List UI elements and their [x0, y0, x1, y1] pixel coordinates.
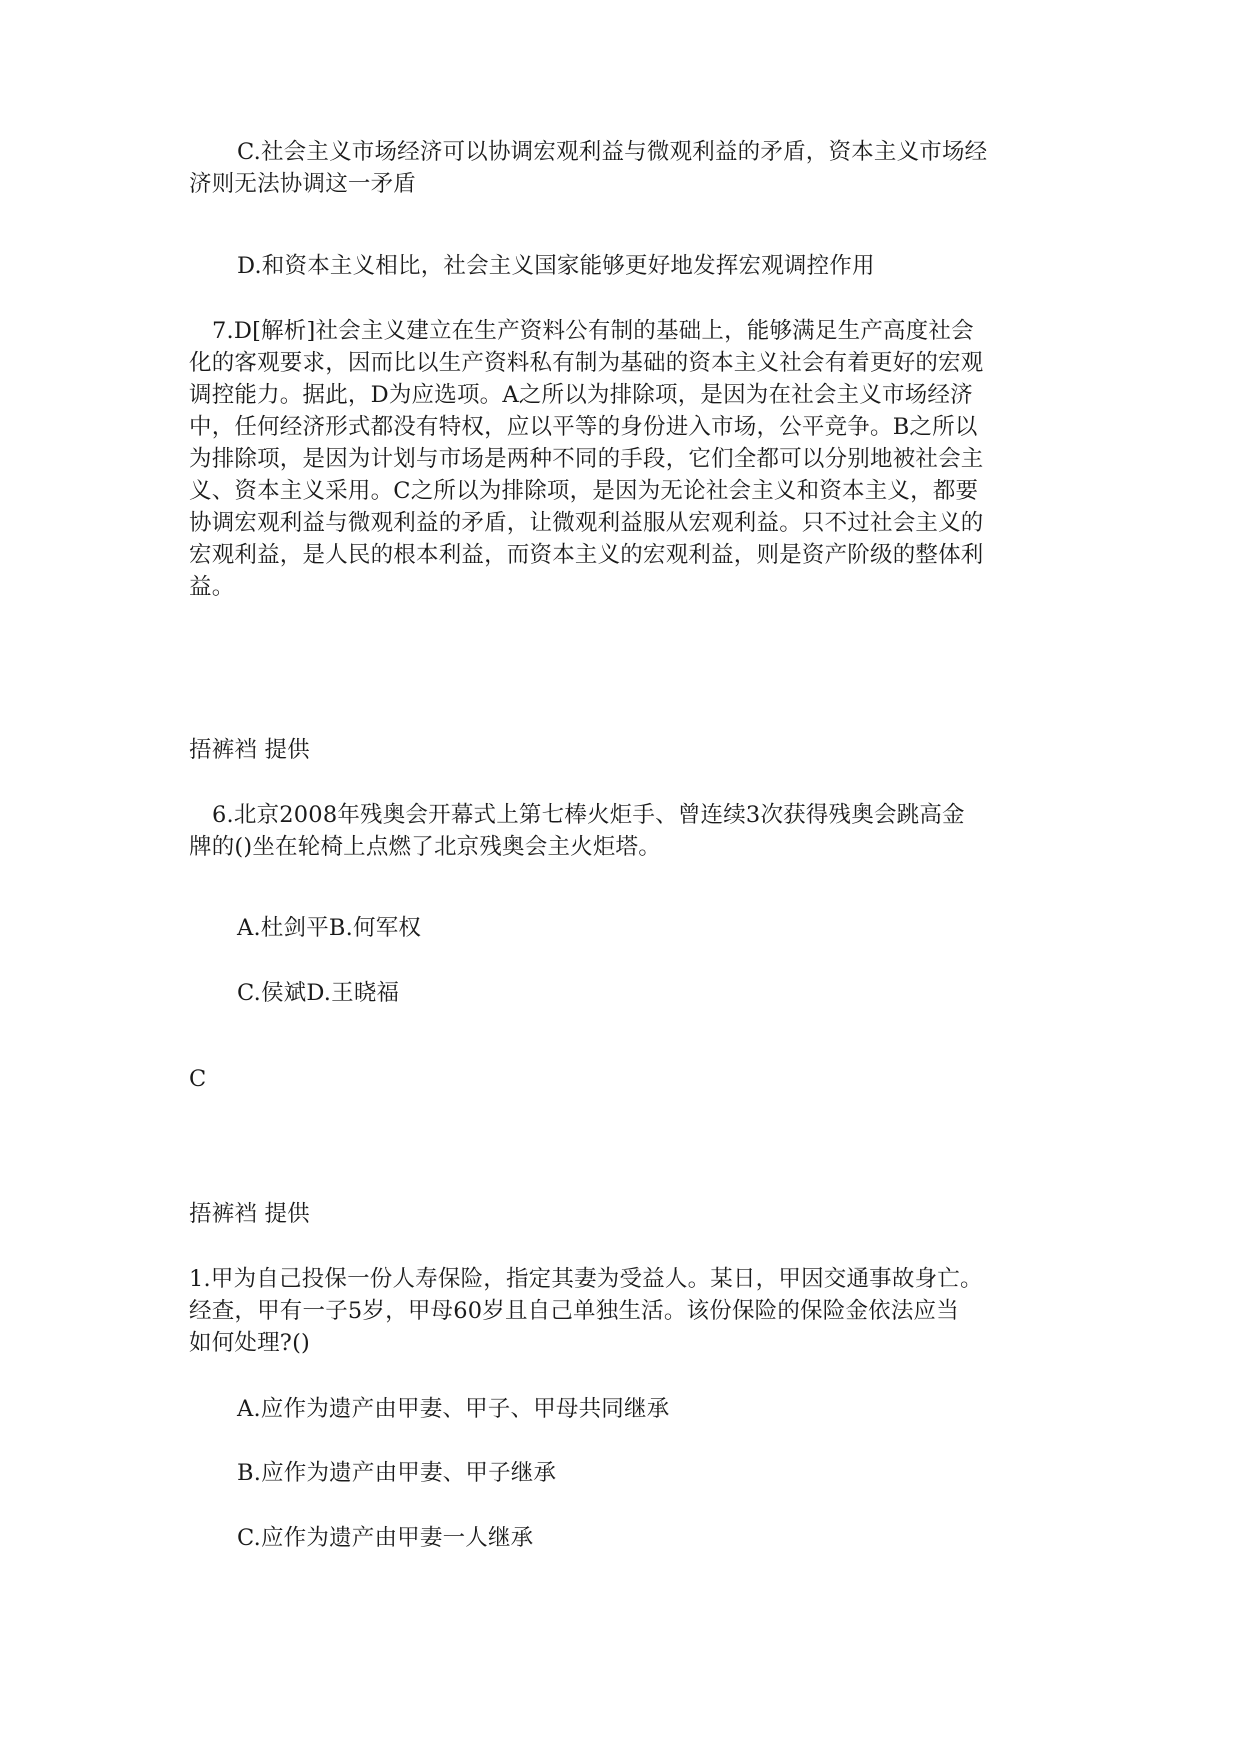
q7-option-c: [189, 136, 987, 200]
q1-option-c: C.应作为遗产由甲妻一人继承: [237, 1525, 534, 1551]
q1-question: [189, 1263, 983, 1359]
q6-answer: C: [189, 1066, 207, 1092]
q7-answer-explanation: [189, 315, 984, 603]
q7-answer-line-8: 宏观利益，是人民的根本利益，而资本主义的宏观利益，则是资产阶级的整体利: [189, 542, 984, 568]
q7-answer-line-2: 化的客观要求，因而比以生产资料私有制为基础的资本主义社会有着更好的宏观: [189, 350, 984, 376]
q7-answer-line-5: 为排除项，是因为计划与市场是两种不同的手段，它们全都可以分别地被社会主: [189, 446, 984, 472]
q7-option-d: D.和资本主义相比，社会主义国家能够更好地发挥宏观调控作用: [237, 253, 875, 279]
q6-question-line-1: 6.北京2008年残奥会开幕式上第七棒火炬手、曾连续3次获得残奥会跳高金: [212, 802, 965, 828]
q1-question-line-1: 1.甲为自己投保一份人寿保险，指定其妻为受益人。某日，甲因交通事故身亡。: [189, 1266, 983, 1292]
q1-question-line-3: 如何处理?(): [189, 1330, 311, 1356]
provider-credit: 捂裤裆 提供: [189, 1201, 310, 1227]
q7-answer-line-9: 益。: [189, 574, 235, 600]
q1-option-b: B.应作为遗产由甲妻、甲子继承: [237, 1460, 557, 1486]
q7-answer-line-7: 协调宏观利益与微观利益的矛盾，让微观利益服从宏观利益。只不过社会主义的: [189, 510, 984, 536]
q1-question-line-2: 经查，甲有一子5岁，甲母60岁且自己单独生活。该份保险的保险金依法应当: [189, 1298, 959, 1324]
q7-answer-line-1: 7.D[解析]社会主义建立在生产资料公有制的基础上，能够满足生产高度社会: [212, 318, 974, 344]
q6-question-line-2: 牌的()坐在轮椅上点燃了北京残奥会主火炬塔。: [189, 834, 661, 860]
q7-option-c-line-1: C.社会主义市场经济可以协调宏观利益与微观利益的矛盾，资本主义市场经: [237, 139, 988, 165]
q6-options-cd: C.侯斌D.王晓福: [237, 980, 400, 1006]
q1-option-a: A.应作为遗产由甲妻、甲子、甲母共同继承: [237, 1396, 670, 1422]
q6-question: [189, 799, 965, 863]
q7-answer-line-4: 中，任何经济形式都没有特权，应以平等的身份进入市场，公平竞争。B之所以: [189, 414, 978, 440]
q6-options-ab: A.杜剑平B.何军权: [237, 915, 422, 941]
provider-credit: 捂裤裆 提供: [189, 737, 310, 763]
q7-answer-line-6: 义、资本主义采用。C之所以为排除项，是因为无论社会主义和资本主义，都要: [189, 478, 979, 504]
q7-answer-line-3: 调控能力。据此，D为应选项。A之所以为排除项，是因为在社会主义市场经济: [189, 382, 973, 408]
q7-option-c-line-2: 济则无法协调这一矛盾: [189, 171, 417, 197]
